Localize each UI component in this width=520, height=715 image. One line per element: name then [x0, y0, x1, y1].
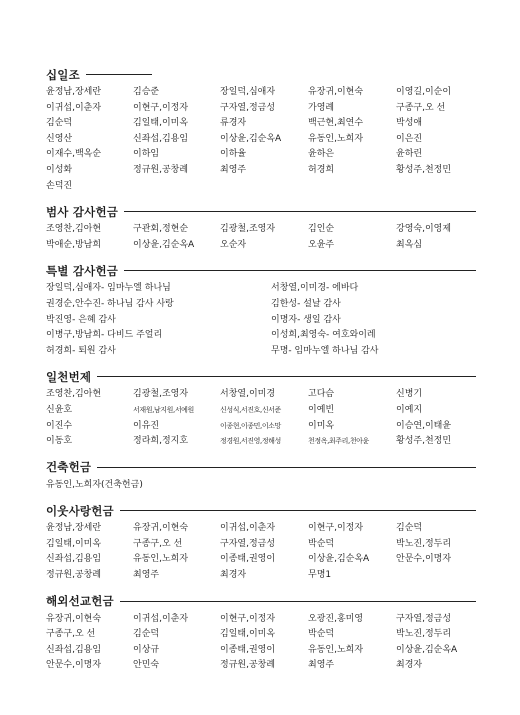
name-entry: 구자열,정금성 — [396, 613, 452, 624]
section-header — [46, 593, 476, 610]
name-entry: 유장귀,이현숙 — [46, 613, 102, 624]
name-entry: 조영찬,김아현 — [46, 224, 102, 235]
name-entry: 이영길,이순이 — [396, 87, 452, 97]
name-entry: 구종구,오 선 — [133, 538, 183, 549]
thanks-entry: 이명자- 생일 감사 — [271, 314, 341, 325]
name-entry: 유장귀,이현숙 — [308, 87, 364, 97]
name-entry: 신좌섭,김용임 — [46, 554, 102, 565]
name-entry: 조영찬,김아현 — [46, 389, 102, 400]
name-entry: 윤정남,장세란 — [46, 87, 102, 97]
name-entry: 천정옥,최주리,천아윤 — [308, 437, 369, 446]
name-entry: 김승준 — [133, 87, 160, 97]
name-entry: 박성애 — [396, 118, 423, 129]
section-title: 특별 감사헌금 — [46, 263, 119, 278]
section-header — [46, 368, 476, 385]
name-entry: 구종구,오 선 — [396, 102, 446, 113]
section-rule — [120, 510, 476, 511]
section-rule — [97, 376, 476, 377]
name-entry: 정규원,공창례 — [133, 164, 189, 175]
thanks-entry: 박진영- 은혜 감사 — [46, 314, 116, 325]
name-entry: 이하임 — [133, 149, 160, 160]
name-entry: 최영주 — [308, 660, 335, 671]
name-grid — [46, 85, 476, 194]
section-title: 일천번제 — [46, 369, 92, 384]
name-entry: 정규원,공창례 — [46, 570, 102, 581]
name-entry: 이상윤,김순옥A — [396, 644, 458, 655]
name-entry: 이승연,이태윤 — [396, 420, 452, 431]
name-entry: 서재원,남지원,서예원 — [133, 405, 194, 414]
thanks-entry: 이성희,최영숙- 여호와이레 — [271, 330, 376, 341]
section-building-fund — [46, 459, 476, 494]
name-entry: 신영산 — [46, 133, 73, 144]
section-thousand-offerings — [46, 368, 476, 449]
section-general-thanksgiving — [46, 203, 476, 253]
offering-list — [46, 66, 476, 683]
name-entry: 허경희 — [308, 164, 335, 175]
name-entry: 유동인,노희자 — [308, 133, 364, 144]
name-entry: 이현구,이정자 — [133, 102, 189, 113]
name-entry: 이상규 — [133, 644, 160, 655]
name-entry: 황성주,천정민 — [396, 436, 452, 447]
name-grid — [46, 521, 476, 583]
name-entry: 서창열,이미경 — [220, 389, 276, 400]
section-header — [46, 459, 476, 476]
name-entry: 이종현,이종민,이소망 — [220, 421, 281, 430]
name-entry: 신좌섭,김용임 — [133, 133, 189, 144]
name-entry: 구자열,정금성 — [220, 538, 276, 549]
name-entry: 최영주 — [133, 570, 160, 581]
name-entry: 구자열,정금성 — [220, 102, 276, 113]
name-entry: 박애순,방남희 — [46, 239, 102, 250]
thanks-entry: 권경순,안수진- 하나님 감사 사랑 — [46, 298, 174, 309]
section-title: 십일조 — [46, 67, 80, 82]
name-entry: 오광진,홍미영 — [308, 613, 364, 624]
name-entry: 윤하은 — [308, 149, 335, 160]
name-entry: 최경자 — [396, 660, 423, 671]
thanks-entry: 장일덕,심애자- 임마누엘 하나님 — [46, 283, 171, 294]
name-entry: 무명1 — [308, 570, 332, 581]
name-entry: 안문수,이명자 — [396, 554, 452, 565]
name-entry: 안민숙 — [133, 660, 160, 671]
name-entry: 김광철,조영자 — [133, 389, 189, 400]
name-entry: 구관회,정현순 — [133, 224, 189, 235]
name-entry: 손덕진 — [46, 180, 73, 191]
name-entry: 이귀섭,이춘자 — [46, 102, 102, 113]
name-entry: 이예빈 — [308, 404, 335, 415]
name-entry: 김일태,이미옥 — [133, 118, 189, 129]
name-entry: 김일태,이미옥 — [220, 629, 276, 640]
name-entry: 이은진 — [396, 133, 423, 144]
thanks-entry: 김한성- 설날 감사 — [271, 298, 341, 309]
section-neighbor-love — [46, 502, 476, 583]
name-entry: 고다슴 — [308, 389, 335, 400]
section-rule — [97, 467, 476, 468]
section-rule — [86, 74, 152, 75]
section-overseas-mission — [46, 593, 476, 674]
name-entry: 박순덕 — [308, 629, 335, 640]
name-entry: 김광철,조영자 — [220, 224, 276, 235]
name-entry: 유동인,노희자 — [133, 554, 189, 565]
name-entry: 신좌섭,김용임 — [46, 644, 102, 655]
name-entry: 강영숙,이영제 — [396, 224, 452, 235]
name-entry: 이현구,이정자 — [220, 613, 276, 624]
name-entry: 김순덕 — [396, 523, 423, 534]
thanks-entry: 허경희- 퇴원 감사 — [46, 345, 116, 356]
name-entry: 최옥심 — [396, 239, 423, 250]
name-entry: 윤하린 — [396, 149, 423, 160]
name-entry: 이유진 — [133, 420, 160, 431]
name-entry: 가영례 — [308, 102, 335, 113]
name-entry: 박노진,정두리 — [396, 538, 452, 549]
entry-grid — [46, 478, 476, 494]
name-entry: 류경자 — [220, 118, 247, 129]
name-grid — [46, 387, 476, 449]
name-entry: 이귀섭,이춘자 — [220, 523, 276, 534]
name-entry: 유동인,노희자 — [308, 644, 364, 655]
name-entry: 황성주,천정민 — [396, 164, 452, 175]
name-entry: 이미옥 — [308, 420, 335, 431]
name-entry: 이하율 — [220, 149, 247, 160]
name-entry: 최영주 — [220, 164, 247, 175]
section-rule — [124, 270, 476, 271]
name-grid — [46, 612, 476, 674]
name-entry: 안문수,이명자 — [46, 660, 102, 671]
name-entry: 유장귀,이현숙 — [133, 523, 189, 534]
section-title: 건축헌금 — [46, 460, 92, 475]
name-entry: 이종태,권영이 — [220, 554, 276, 565]
entry-grid — [46, 281, 476, 359]
building-entry: 유동인,노희자(건축헌금) — [46, 479, 143, 490]
name-entry: 김순덕 — [46, 118, 73, 129]
name-entry: 이귀섭,이춘자 — [133, 613, 189, 624]
name-entry: 오순자 — [220, 239, 247, 250]
name-entry: 정규원,공창례 — [220, 660, 276, 671]
name-entry: 이종태,권영이 — [220, 644, 276, 655]
name-entry: 이성화 — [46, 164, 73, 175]
name-entry: 이현구,이정자 — [308, 523, 364, 534]
name-entry: 김인순 — [308, 224, 335, 235]
section-title: 해외선교헌금 — [46, 594, 114, 609]
section-rule — [120, 601, 476, 602]
name-entry: 구종구,오 선 — [46, 629, 96, 640]
name-entry: 최경자 — [220, 570, 247, 581]
thanks-entry: 서창열,이미경- 에바다 — [271, 283, 359, 294]
section-header — [46, 203, 476, 220]
name-entry: 김일태,이미옥 — [46, 538, 102, 549]
thanks-entry: 이병구,방남희- 다비드 주얼리 — [46, 330, 163, 341]
section-header — [46, 502, 476, 519]
name-entry: 이예지 — [396, 404, 423, 415]
name-entry: 박순덕 — [308, 538, 335, 549]
name-entry: 정경원,서진영,정해성 — [220, 437, 281, 446]
thanks-entry: 무명- 임마누엘 하나님 감사 — [271, 345, 379, 356]
name-entry: 신윤호 — [46, 404, 73, 415]
name-entry: 이상윤,김순옥A — [308, 554, 370, 565]
name-entry: 윤정남,장세란 — [46, 523, 102, 534]
section-tithe — [46, 66, 476, 194]
section-rule — [124, 211, 476, 212]
name-entry: 신성식,서진호,신서준 — [220, 405, 281, 414]
name-entry: 정라희,정지호 — [133, 436, 189, 447]
name-entry: 박노진,정두리 — [396, 629, 452, 640]
name-entry: 김순덕 — [133, 629, 160, 640]
name-entry: 백근현,최연수 — [308, 118, 364, 129]
name-grid — [46, 222, 476, 253]
section-special-thanksgiving — [46, 262, 476, 359]
name-entry: 장일덕,심애자 — [220, 87, 276, 97]
name-entry: 이재수,백옥순 — [46, 149, 102, 160]
name-entry: 이상윤,김순옥A — [220, 133, 282, 144]
section-title: 이웃사랑헌금 — [46, 503, 114, 518]
section-header — [46, 262, 476, 279]
name-entry: 오윤주 — [308, 239, 335, 250]
name-entry: 이진수 — [46, 420, 73, 431]
name-entry: 신병기 — [396, 389, 423, 400]
section-title: 범사 감사헌금 — [46, 204, 119, 219]
name-entry: 이상윤,김순옥A — [133, 239, 195, 250]
name-entry: 이동호 — [46, 436, 73, 447]
section-header — [46, 66, 476, 83]
